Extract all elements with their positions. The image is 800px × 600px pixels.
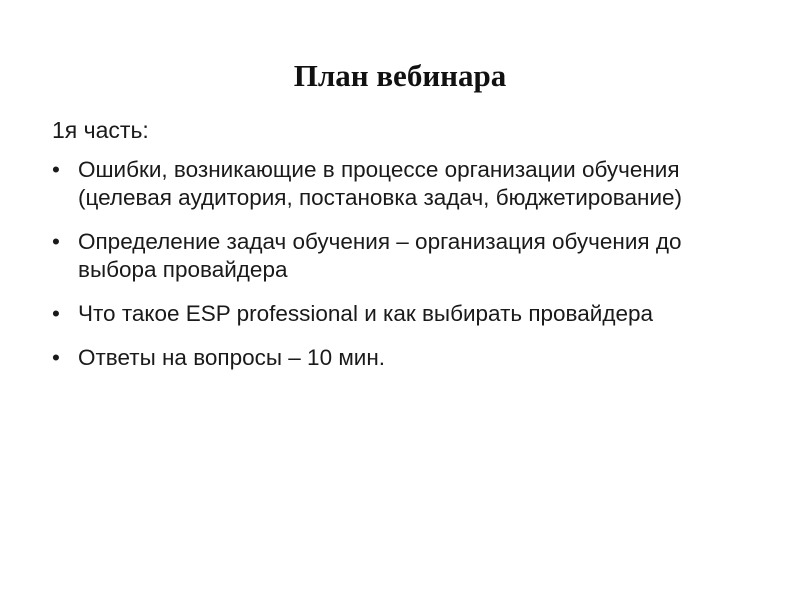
bullet-icon: • <box>52 229 60 254</box>
part-heading: 1я часть: <box>52 117 149 143</box>
bullet-icon: • <box>52 157 60 182</box>
list-item <box>52 228 752 284</box>
bullet-icon: • <box>52 345 60 370</box>
slide-title: План вебинара <box>293 58 507 93</box>
list-item <box>52 300 752 328</box>
bullet-icon: • <box>52 301 60 326</box>
list-item-text: Ошибки, возникающие в процессе организации обучения (целевая аудитория, постановка задач, бюджетирование) <box>78 157 683 210</box>
slide-content <box>52 112 752 388</box>
list-item-text: Определение задач обучения – организация обучения до выбора провайдера <box>78 229 682 282</box>
list-item-text: Что такое ESP professional и как выбирать провайдера <box>78 301 654 326</box>
bullet-list <box>52 156 752 372</box>
list-item <box>52 156 752 212</box>
list-item-text: Ответы на вопросы – 10 мин. <box>78 345 386 370</box>
list-item <box>52 344 752 372</box>
